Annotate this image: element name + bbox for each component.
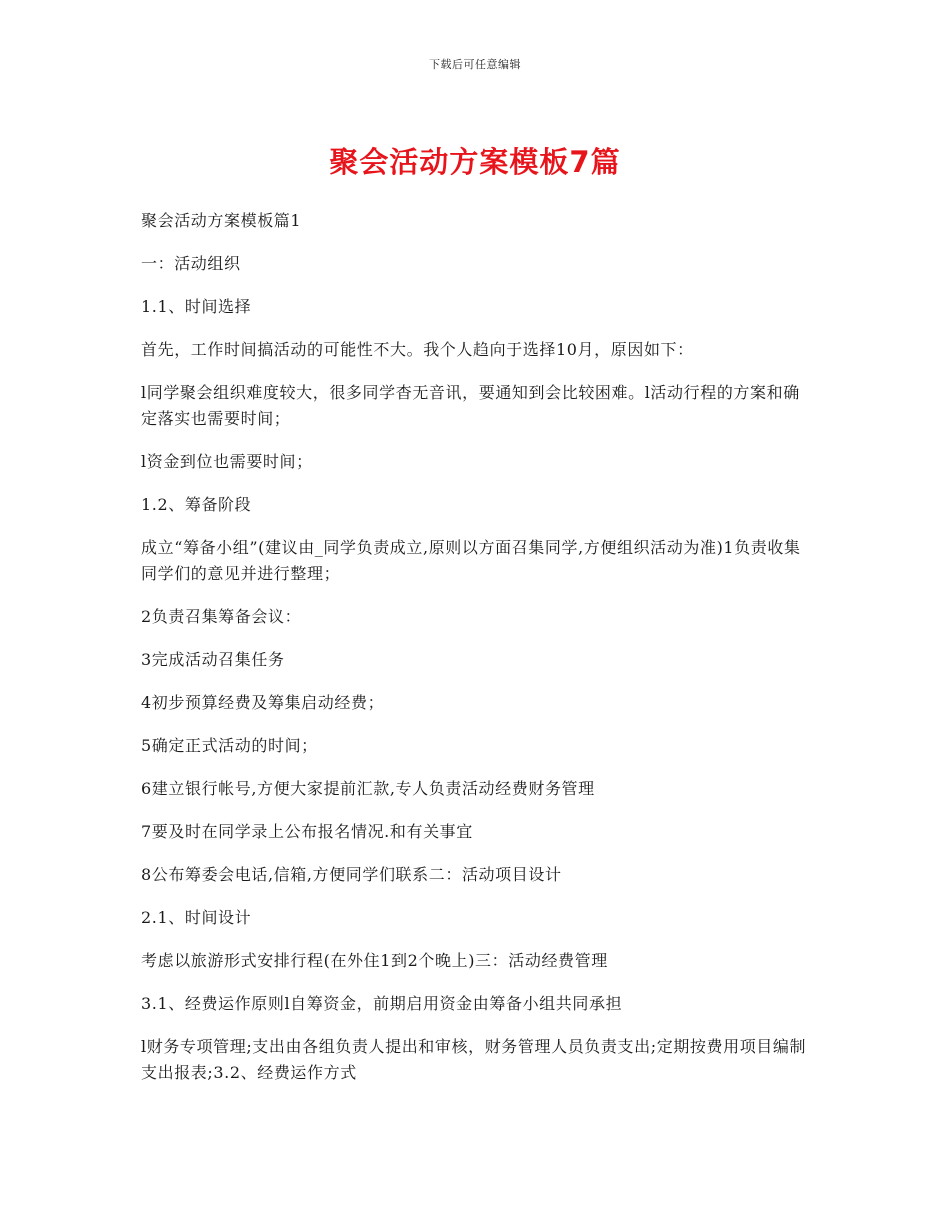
- paragraph: 2.1、时间设计: [141, 908, 252, 927]
- paragraph: 成立“筹备小组”(建议由_同学负责成立,原则以方面召集同学,方便组织活动为准)1负责收集同学们的意见并进行整理；: [141, 538, 801, 583]
- paragraph: 一：活动组织: [141, 254, 241, 273]
- paragraph: l资金到位也需要时间；: [141, 452, 313, 471]
- paragraph: 2负责召集筹备会议：: [141, 607, 302, 626]
- paragraph: 3.1、经费运作原则l自筹资金，前期启用资金由筹备小组共同承担: [141, 994, 623, 1013]
- page-header-note: 下载后可任意编辑: [429, 58, 521, 71]
- document-title: 聚会活动方案模板7篇: [329, 145, 621, 179]
- paragraph: 聚会活动方案模板篇1: [141, 211, 302, 230]
- paragraph: l同学聚会组织难度较大，很多同学杳无音讯，要通知到会比较困难。l活动行程的方案和确定落实也需要时间；: [141, 383, 800, 428]
- paragraph: 4初步预算经费及筹集启动经费；: [141, 693, 385, 712]
- paragraph: 1.2、筹备阶段: [141, 495, 252, 514]
- paragraph: 5确定正式活动的时间；: [141, 736, 318, 755]
- paragraph: 3完成活动召集任务: [141, 650, 285, 669]
- paragraph: 首先，工作时间搞活动的可能性不大。我个人趋向于选择10月，原因如下：: [141, 340, 694, 359]
- paragraph: 7要及时在同学录上公布报名情况.和有关事宜: [141, 822, 473, 841]
- document-body: [141, 208, 813, 1103]
- paragraph: l财务专项管理;支出由各组负责人提出和审核，财务管理人员负责支出;定期按费用项目编制支出报表;3.2、经费运作方式: [141, 1037, 807, 1082]
- paragraph: 考虑以旅游形式安排行程(在外住1到2个晚上)三：活动经费管理: [141, 951, 608, 970]
- paragraph: 1.1、时间选择: [141, 297, 252, 316]
- paragraph: 8公布筹委会电话,信箱,方便同学们联系二：活动项目设计: [141, 865, 562, 884]
- paragraph: 6建立银行帐号,方便大家提前汇款,专人负责活动经费财务管理: [141, 779, 595, 798]
